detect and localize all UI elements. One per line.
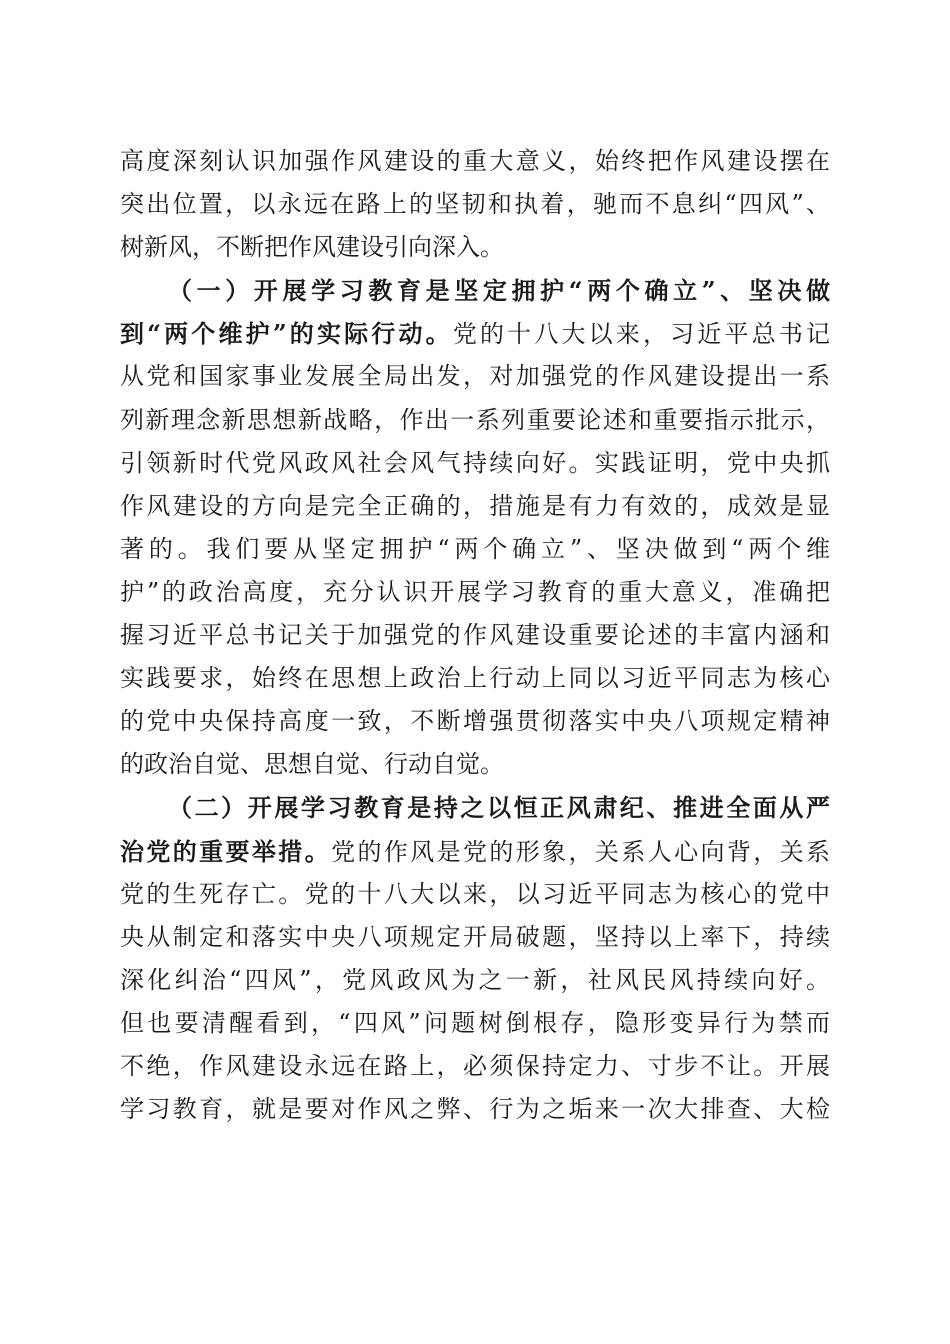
text-line: 的政治自觉、思想自觉、行动自觉。 (120, 750, 504, 779)
text-line: 学习教育，就是要对作风之弊、行为之垢来一次大排查、大检 (120, 1095, 830, 1124)
text-line: 列新理念新思想新战略，作出一系列重要论述和重要指示批示， (120, 405, 830, 434)
text-line: 但也要清醒看到，“四风”问题树倒根存，隐形变异行为禁而 (120, 1008, 830, 1037)
text-line: 实践要求，始终在思想上政治上行动上同以习近平同志为核心 (120, 664, 830, 693)
section-heading-line: （二）开展学习教育是持之以恒正风肃纪、推进全面从严 (168, 793, 830, 823)
text-line (120, 830, 830, 873)
section-heading-line: （一）开展学习教育是坚定拥护“两个确立”、坚决做 (168, 276, 830, 306)
text-line: 突出位置，以永远在路上的坚韧和执着，驰而不息纠“四风”、 (120, 190, 830, 219)
paragraph-section-one (120, 269, 830, 786)
text-line: 树新风，不断把作风建设引向深入。 (120, 233, 504, 262)
text-line: 握习近平总书记关于加强党的作风建设重要论述的丰富内涵和 (120, 621, 830, 650)
text-line: 高度深刻认识加强作风建设的重大意义，始终把作风建设摆在 (120, 147, 830, 175)
text-line: 作风建设的方向是完全正确的，措施是有力有效的，成效是显 (120, 491, 830, 520)
text-line: 引领新时代党风政风社会风气持续向好。实践证明，党中央抓 (120, 448, 830, 477)
text-line: 党的生死存亡。党的十八大以来，以习近平同志为核心的党中 (120, 879, 830, 908)
paragraph-section-two (120, 786, 830, 1131)
paragraph-intro (120, 140, 830, 269)
text-segment: 党的作风是党的形象，关系人心向背，关系 (331, 837, 830, 866)
text-line: 著的。我们要从坚定拥护“两个确立”、坚决做到“两个维 (120, 534, 830, 563)
text-segment: 党的十八大以来，习近平总书记 (452, 320, 831, 349)
text-line: 央从制定和落实中央八项规定开局破题，坚持以上率下，持续 (120, 922, 830, 951)
text-line (120, 312, 830, 355)
text-line: 从党和国家事业发展全局出发，对加强党的作风建设提出一系 (120, 362, 830, 391)
text-line: 不绝，作风建设永远在路上，必须保持定力、寸步不让。开展 (120, 1051, 830, 1080)
text-line: 护”的政治高度，充分认识开展学习教育的重大意义，准确把 (120, 577, 830, 606)
section-heading-tail: 治党的重要举措。 (120, 836, 332, 866)
section-heading-tail: 到“两个维护”的实际行动。 (120, 319, 453, 349)
text-line: 深化纠治“四风”，党风政风为之一新，社风民风持续向好。 (120, 965, 830, 994)
document-body (120, 140, 830, 1131)
text-line: 的党中央保持高度一致，不断增强贯彻落实中央八项规定精神 (120, 707, 830, 736)
